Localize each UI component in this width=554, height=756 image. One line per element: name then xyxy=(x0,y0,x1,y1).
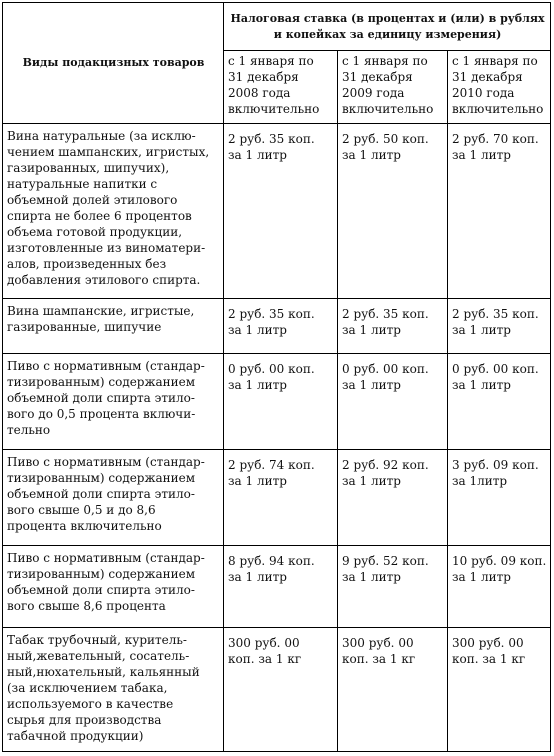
product-cell: Вина натуральные (за исклю- чением шампанских, игристых, газированных, шипучих), натуральные напитки с объемной долей этилового спирта не более 6 процентов объема готовой продукции, изготовленные из виноматери- алов, произведенных без добавления этилового спирта. xyxy=(3,124,224,299)
table-row xyxy=(3,299,551,354)
product-cell: Вина шампанские, игристые, газированные, шипучие xyxy=(3,299,224,354)
header-period-2008: с 1 января по 31 декабря 2008 года включительно xyxy=(224,51,338,124)
rate-cell-2009: 0 руб. 00 коп. за 1 литр xyxy=(338,354,448,450)
rate-cell-2008: 0 руб. 00 коп. за 1 литр xyxy=(224,354,338,450)
header-period-2009: с 1 января по 31 декабря 2009 года включительно xyxy=(338,51,448,124)
rate-cell-2009: 2 руб. 92 коп. за 1 литр xyxy=(338,450,448,546)
table-row xyxy=(3,450,551,546)
rate-cell-2010: 3 руб. 09 коп. за 1литр xyxy=(448,450,551,546)
rate-cell-2010: 300 руб. 00 коп. за 1 кг xyxy=(448,628,551,752)
rate-cell-2010: 2 руб. 35 коп. за 1 литр xyxy=(448,299,551,354)
rate-cell-2010: 10 руб. 09 коп. за 1 литр xyxy=(448,546,551,628)
rate-cell-2008: 2 руб. 35 коп. за 1 литр xyxy=(224,299,338,354)
rate-cell-2008: 2 руб. 74 коп. за 1 литр xyxy=(224,450,338,546)
header-tax-rate: Налоговая ставка (в процентах и (или) в рублях и копейках за единицу измерения) xyxy=(224,3,551,51)
table-row xyxy=(3,354,551,450)
rate-cell-2008: 2 руб. 35 коп. за 1 литр xyxy=(224,124,338,299)
product-cell: Табак трубочный, куритель- ный,жевательный, сосатель- ный,нюхательный, кальянный (за исключением табака, используемого в качестве сырья для производства табачной продукции) xyxy=(3,628,224,752)
table-row xyxy=(3,628,551,752)
rate-cell-2008: 8 руб. 94 коп. за 1 литр xyxy=(224,546,338,628)
rate-cell-2009: 2 руб. 50 коп. за 1 литр xyxy=(338,124,448,299)
product-cell: Пиво с нормативным (стандар- тизированным) содержанием объемной доли спирта этило- вого свыше 8,6 процента xyxy=(3,546,224,628)
product-cell: Пиво с нормативным (стандар- тизированным) содержанием объемной доли спирта этило- вого до 0,5 процента включи- тельно xyxy=(3,354,224,450)
product-cell: Пиво с нормативным (стандар- тизированным) содержанием объемной доли спирта этило- вого свыше 0,5 и до 8,6 процента включительно xyxy=(3,450,224,546)
rate-cell-2009: 300 руб. 00 коп. за 1 кг xyxy=(338,628,448,752)
rate-cell-2010: 0 руб. 00 коп. за 1 литр xyxy=(448,354,551,450)
header-product-types: Виды подакцизных товаров xyxy=(3,3,224,124)
rate-cell-2009: 9 руб. 52 коп. за 1 литр xyxy=(338,546,448,628)
rate-cell-2008: 300 руб. 00 коп. за 1 кг xyxy=(224,628,338,752)
excise-rate-table xyxy=(2,2,551,752)
rate-cell-2009: 2 руб. 35 коп. за 1 литр xyxy=(338,299,448,354)
rate-cell-2010: 2 руб. 70 коп. за 1 литр xyxy=(448,124,551,299)
header-period-2010: с 1 января по 31 декабря 2010 года включительно xyxy=(448,51,551,124)
table-row xyxy=(3,546,551,628)
table-row xyxy=(3,124,551,299)
